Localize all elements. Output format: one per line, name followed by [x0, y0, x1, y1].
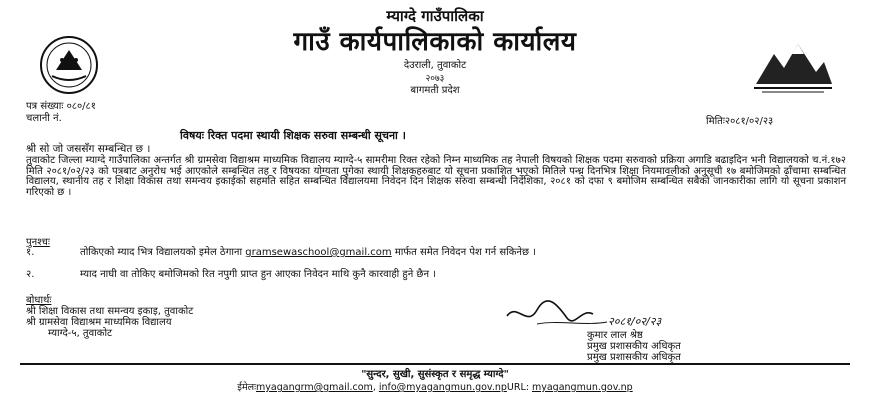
note-number: १. — [26, 247, 35, 258]
municipality-name: म्याग्दे गाउँपालिका — [386, 7, 484, 25]
establishment-year: २०७३ — [425, 74, 445, 84]
signatory-title-stamp: प्रमुख प्रशासकीय अधिकृत — [587, 352, 681, 363]
school-email-link[interactable]: gramsewaschool@gmail.com — [245, 247, 392, 258]
signatory-name: कुमार लाल श्रेष्ठ — [587, 330, 643, 341]
dispatch-number: चलानी नं. — [26, 113, 62, 124]
info-email-link[interactable]: info@myagangmun.gov.np — [378, 382, 507, 393]
cc-line: श्री ग्रामसेवा विद्याश्रम माध्यमिक विद्यालय — [26, 317, 172, 328]
url-label: URL: — [506, 382, 532, 393]
salutation: श्री सो जो जससँग सम्बन्धित छ । — [26, 143, 151, 155]
letter-date: मितिः२०८१/०२/२३ — [706, 116, 774, 127]
handwritten-date: २०८१/०२/२३ — [608, 315, 662, 328]
notes-heading: पुनश्चः — [26, 237, 50, 248]
footer-motto: "सुन्दर, सुखी, सुसंस्कृत र समृद्ध म्याग्दे" — [361, 369, 509, 380]
cc-line: श्री शिक्षा विकास तथा समन्वय इकाइ, तुवाकोट — [26, 306, 194, 317]
note-text-after: मार्फत समेत निवेदन पेश गर्न सकिनेछ । — [394, 247, 536, 258]
subject-line: विषयः रिक्त पदमा स्थायी शिक्षक सरुवा सम्बन्धी सूचना । — [180, 129, 406, 142]
note-text-before: तोकिएको म्याद भित्र विद्यालयको इमेल ठेगाना — [80, 247, 243, 258]
website-link[interactable]: myagangmun.gov.np — [531, 382, 633, 393]
signatory-title: प्रमुख प्रशासकीय अधिकृत — [587, 341, 681, 352]
letter-number: पत्र संख्याः ०८०/८१ — [26, 101, 96, 112]
office-title: गाउँ कार्यपालिकाको कार्यालय — [293, 27, 577, 57]
contact-separator: , — [372, 382, 379, 393]
cc-heading: बोधार्थः — [26, 295, 52, 306]
note-number: २. — [26, 269, 35, 280]
notice-body: तुवाकोट जिल्ला म्याग्दे गाउँपालिका अन्तर्गत श्री ग्रामसेवा विद्याश्रम माध्यमिक विद्यालय म्याग्दे-५ सामरीमा रिक्त रहेको निम्न माध्यमिक तह नेपाली विषयको शिक्षक पदमा सरुवाको प्रक्रिया अगाडि बढाइदिन भनी विद्यालयको च.नं.१७२ मिति २०८१/०२/२३ को पत्रबाट अनुरोध भई आएकोले सम्बन्धित तह र विषयका योग्यता पुगेका स्थायी शिक्षकहरुबाट यो सूचना प्रकाशित भएको मितिले पन्ध्र दिनभित्र शिक्षा नियमावलीको अनुसूची १७ बमोजिमको ढाँचामा सम्बन्धित विद्यालय, स्थानीय तह र शिक्षा विकास तथा समन्वय इकाईको सहमति सहित सम्बन्धित विद्यालयमा निवेदन दिन शिक्षक सरुवा सम्बन्धी निर्देशिका, २०८१ को दफा ९ बमोजिम सम्बन्धित सबैको जानकारीका लागि यो सूचना प्रकाशन गरिएको छ । — [26, 155, 846, 198]
email-label: ईमेलः — [237, 382, 257, 393]
note-text — [80, 246, 780, 259]
footer-divider — [20, 363, 850, 365]
cc-line: म्याग्दे-५, तुवाकोट — [48, 328, 113, 339]
note-text: म्याद नाघी वा तोकिए बमोजिमको रित नपुगी प्राप्त हुन आएका निवेदन माथि कुनै कारवाही हुने छैन । — [80, 269, 436, 280]
province-name: बागमती प्रदेश — [410, 85, 460, 96]
footer-contacts — [0, 380, 870, 393]
office-email-link[interactable]: myagangrm@gmail.com — [256, 382, 373, 393]
office-address: देउराली, तुवाकोट — [403, 60, 467, 71]
